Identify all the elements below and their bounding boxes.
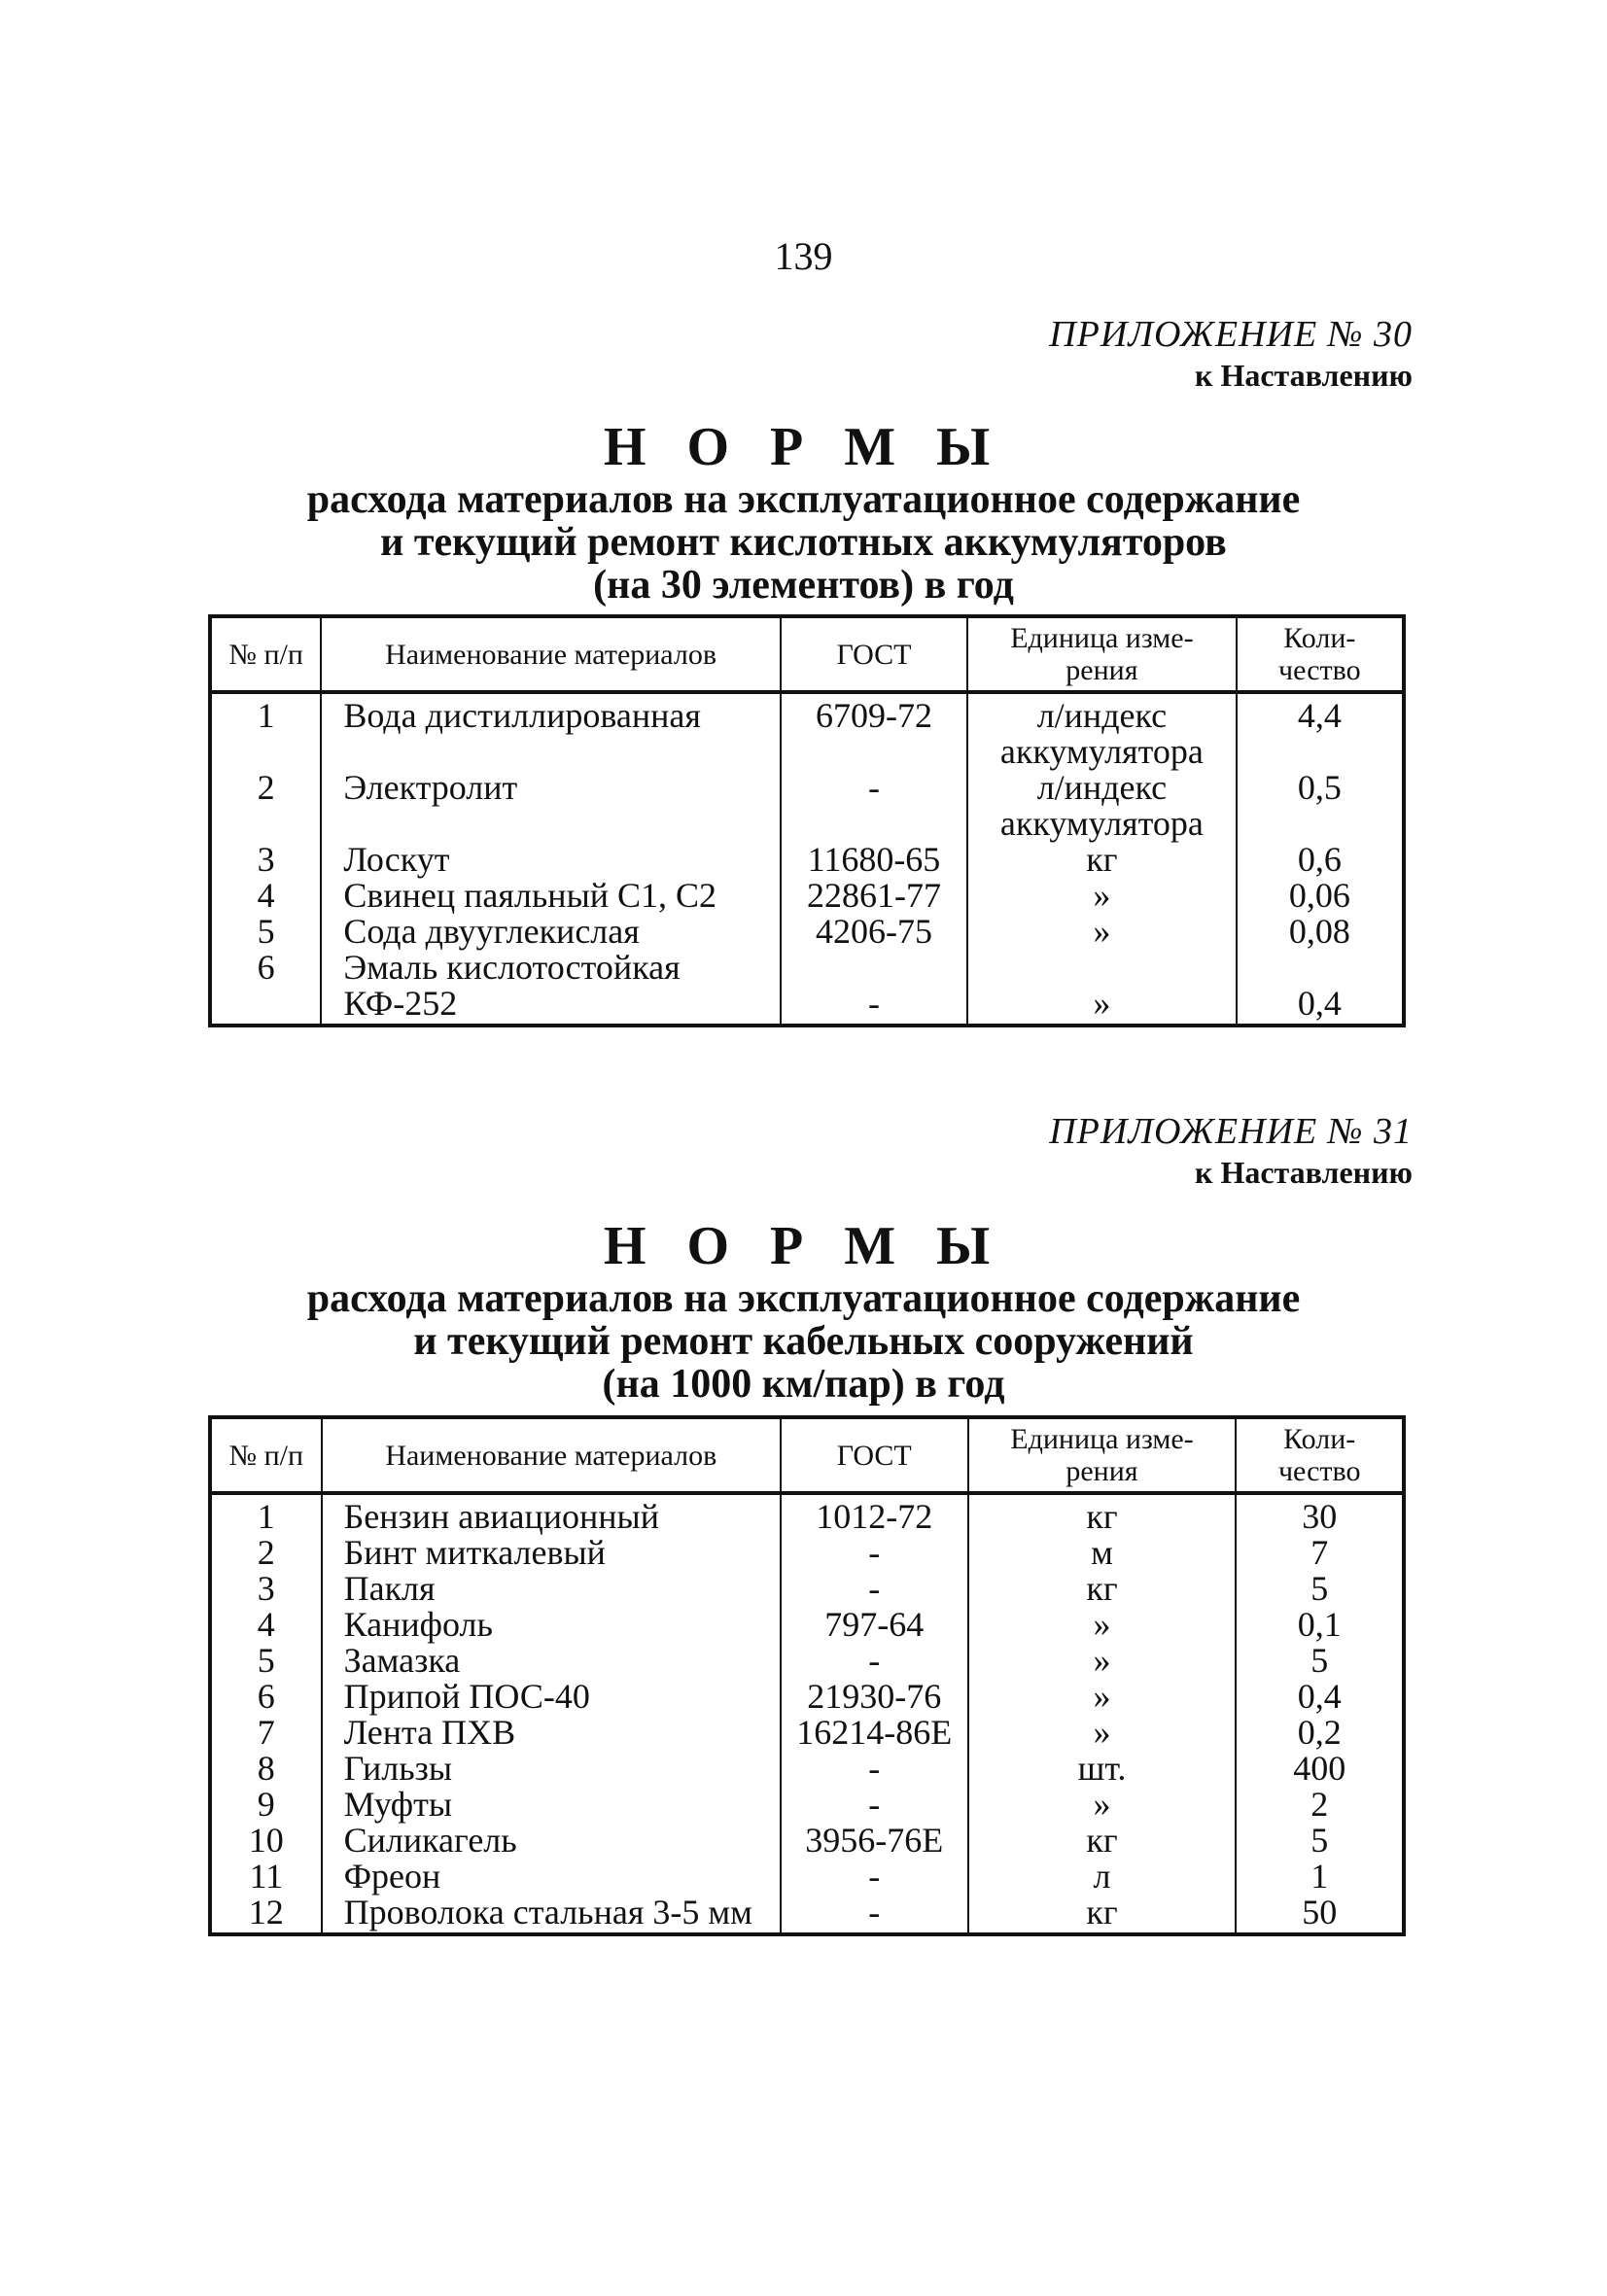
cell-unit: кг: [968, 1571, 1237, 1607]
cell-gost: 22861-77: [781, 878, 967, 914]
cell-num: 9: [210, 1787, 322, 1823]
cell-qty: 30: [1236, 1493, 1404, 1535]
cell-unit: кг: [968, 1823, 1237, 1859]
table-row: [210, 1715, 1404, 1751]
cell-num: 2: [210, 1535, 322, 1571]
header-gost: ГОСТ: [781, 1417, 968, 1493]
cell-name: Муфты: [322, 1787, 781, 1823]
cell-num: 10: [210, 1823, 322, 1859]
cell-qty: 7: [1236, 1535, 1404, 1571]
cell-unit: м: [968, 1535, 1237, 1571]
cell-gost: 11680-65: [781, 842, 967, 878]
cell-gost: 16214-86Е: [781, 1715, 968, 1751]
cell-qty: 0,4: [1237, 950, 1404, 1026]
appendix-30-header: [1049, 313, 1413, 394]
table-row: [210, 1643, 1404, 1679]
cell-qty: 0,5: [1237, 770, 1404, 842]
table-row: [210, 878, 1404, 914]
cell-name: Фреон: [322, 1859, 781, 1895]
cell-gost: -: [781, 1895, 968, 1934]
cell-unit: »: [967, 878, 1237, 914]
cell-num: 2: [210, 770, 321, 842]
cell-unit: кг: [968, 1895, 1237, 1934]
cell-gost: -: [781, 1643, 968, 1679]
table-row: [210, 914, 1404, 950]
header-qty: Коли- чество: [1236, 1417, 1404, 1493]
cell-gost: -: [781, 770, 967, 842]
cell-gost: 3956-76Е: [781, 1823, 968, 1859]
cell-gost: 797-64: [781, 1607, 968, 1643]
cell-qty: 1: [1236, 1859, 1404, 1895]
cell-qty: 0,06: [1237, 878, 1404, 914]
cell-gost: 21930-76: [781, 1679, 968, 1715]
cell-name: Лоскут: [321, 842, 781, 878]
cell-qty: 0,08: [1237, 914, 1404, 950]
cell-qty: 0,4: [1236, 1679, 1404, 1715]
cell-num: 4: [210, 1607, 322, 1643]
cell-name: Канифоль: [322, 1607, 781, 1643]
cell-unit: шт.: [968, 1751, 1237, 1787]
cell-name: Эмаль кислотостойкая КФ-252: [321, 950, 781, 1026]
norms-title: Н О Р М Ы: [603, 1216, 1004, 1276]
cell-name: Сода двууглекислая: [321, 914, 781, 950]
cell-gost: 6709-72: [781, 692, 967, 770]
cell-name: Припой ПОС-40: [322, 1679, 781, 1715]
cell-name: Свинец паяльный С1, С2: [321, 878, 781, 914]
cell-unit: кг: [967, 842, 1237, 878]
table-row: [210, 1859, 1404, 1895]
cell-num: 1: [210, 692, 321, 770]
appendix-subtitle: к Наставлению: [1195, 1155, 1413, 1190]
header-name: Наименование материалов: [322, 1417, 781, 1493]
cell-name: Замазка: [322, 1643, 781, 1679]
table-row: [210, 692, 1404, 770]
norms-heading-30: [0, 416, 1607, 607]
cell-qty: 0,2: [1236, 1715, 1404, 1751]
cell-name: Бинт миткалевый: [322, 1535, 781, 1571]
table-header-row: [210, 1417, 1404, 1493]
cell-name: Лента ПХВ: [322, 1715, 781, 1751]
cell-num: 8: [210, 1751, 322, 1787]
table-row: [210, 1823, 1404, 1859]
cell-num: 5: [210, 914, 321, 950]
heading-line: и текущий ремонт кислотных аккумуляторов: [380, 520, 1227, 565]
cell-gost: -: [781, 1535, 968, 1571]
table-row: [210, 1787, 1404, 1823]
cell-name: Вода дистиллированная: [321, 692, 781, 770]
cell-num: 5: [210, 1643, 322, 1679]
cell-num: 11: [210, 1859, 322, 1895]
heading-line: (на 30 элементов) в год: [593, 563, 1014, 608]
table-row: [210, 842, 1404, 878]
cell-qty: 0,1: [1236, 1607, 1404, 1643]
cell-name: Пакля: [322, 1571, 781, 1607]
cell-num: 1: [210, 1493, 322, 1535]
header-unit: Единица изме- рения: [968, 1417, 1237, 1493]
cell-name: Бензин авиационный: [322, 1493, 781, 1535]
cell-gost: 1012-72: [781, 1493, 968, 1535]
cell-num: 6: [210, 950, 321, 1026]
cell-qty: 400: [1236, 1751, 1404, 1787]
heading-line: расхода материалов на эксплуатационное содержание: [306, 477, 1301, 522]
table-row: [210, 1751, 1404, 1787]
cell-num: 12: [210, 1895, 322, 1934]
heading-line: и текущий ремонт кабельных сооружений: [413, 1319, 1194, 1364]
table-row: [210, 1679, 1404, 1715]
heading-line: (на 1000 км/пар) в год: [602, 1362, 1005, 1407]
table-header-row: [210, 616, 1404, 692]
heading-line: расхода материалов на эксплуатационное содержание: [306, 1276, 1301, 1321]
cell-gost: -: [781, 1751, 968, 1787]
cell-qty: 4,4: [1237, 692, 1404, 770]
cell-unit: »: [968, 1715, 1237, 1751]
table-row: [210, 770, 1404, 842]
cell-num: 7: [210, 1715, 322, 1751]
norms-title: Н О Р М Ы: [603, 417, 1004, 477]
cell-unit: л/индекс аккумулятора: [967, 692, 1237, 770]
header-gost: ГОСТ: [781, 616, 967, 692]
cell-gost: -: [781, 1859, 968, 1895]
table-row: [210, 950, 1404, 1026]
cell-unit: »: [968, 1643, 1237, 1679]
cell-gost: -: [781, 950, 967, 1026]
appendix-31-header: [1049, 1110, 1413, 1191]
cell-qty: 2: [1236, 1787, 1404, 1823]
cell-name: Проволока стальная 3-5 мм: [322, 1895, 781, 1934]
page-number: 139: [774, 234, 833, 278]
cell-qty: 5: [1236, 1571, 1404, 1607]
table-row: [210, 1571, 1404, 1607]
appendix-subtitle: к Наставлению: [1195, 358, 1413, 393]
header-qty: Коли- чество: [1237, 616, 1404, 692]
cell-unit: л/индекс аккумулятора: [967, 770, 1237, 842]
appendix-label: ПРИЛОЖЕНИЕ № 30: [1049, 314, 1413, 355]
cell-num: 3: [210, 1571, 322, 1607]
cell-num: 6: [210, 1679, 322, 1715]
cell-unit: »: [967, 914, 1237, 950]
cell-qty: 5: [1236, 1643, 1404, 1679]
materials-table-30: [208, 614, 1406, 1027]
appendix-label: ПРИЛОЖЕНИЕ № 31: [1049, 1111, 1413, 1152]
header-num: № п/п: [210, 616, 321, 692]
cell-gost: -: [781, 1571, 968, 1607]
header-name: Наименование материалов: [321, 616, 781, 692]
norms-heading-31: [0, 1215, 1607, 1406]
cell-unit: »: [968, 1679, 1237, 1715]
cell-qty: 0,6: [1237, 842, 1404, 878]
cell-gost: -: [781, 1787, 968, 1823]
cell-name: Электролит: [321, 770, 781, 842]
cell-qty: 50: [1236, 1895, 1404, 1934]
cell-unit: »: [968, 1607, 1237, 1643]
table-row: [210, 1895, 1404, 1934]
cell-unit: л: [968, 1859, 1237, 1895]
cell-unit: »: [967, 950, 1237, 1026]
table-row: [210, 1493, 1404, 1535]
materials-table-31: [208, 1415, 1406, 1936]
cell-qty: 5: [1236, 1823, 1404, 1859]
header-unit: Единица изме- рения: [967, 616, 1237, 692]
cell-unit: кг: [968, 1493, 1237, 1535]
cell-num: 4: [210, 878, 321, 914]
cell-name: Силикагель: [322, 1823, 781, 1859]
header-num: № п/п: [210, 1417, 322, 1493]
cell-gost: 4206-75: [781, 914, 967, 950]
cell-num: 3: [210, 842, 321, 878]
cell-unit: »: [968, 1787, 1237, 1823]
table-row: [210, 1535, 1404, 1571]
table-row: [210, 1607, 1404, 1643]
cell-name: Гильзы: [322, 1751, 781, 1787]
